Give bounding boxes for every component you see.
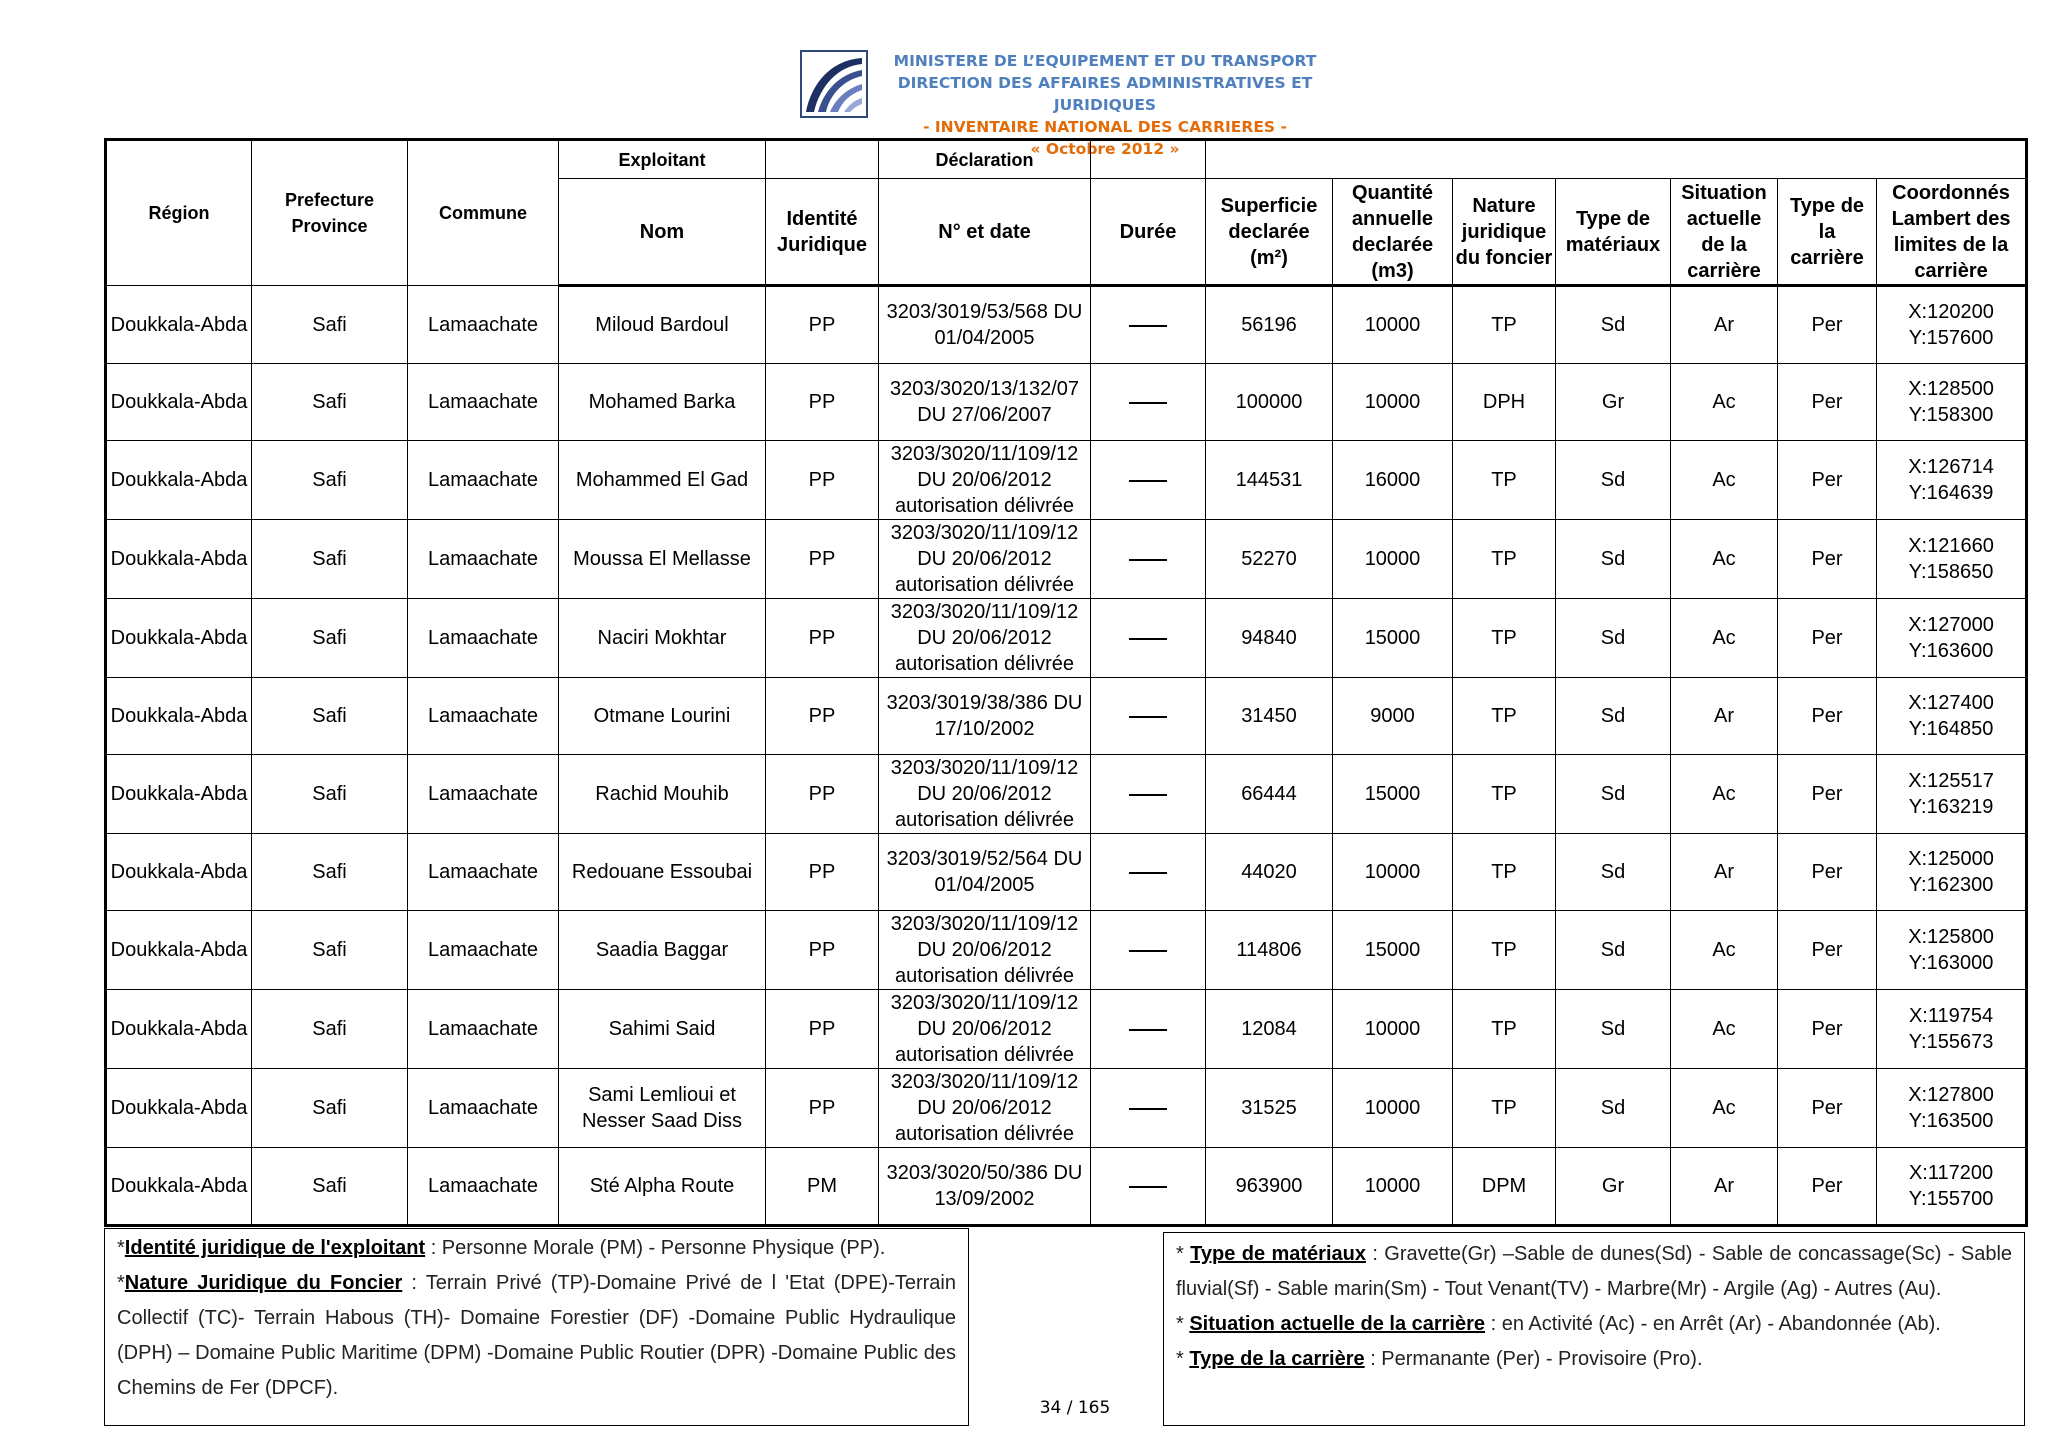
cell-duree: [1091, 364, 1206, 441]
cell-situation: Ar: [1671, 678, 1778, 755]
cell-identite: PP: [766, 678, 879, 755]
cell-materiaux: Sd: [1556, 678, 1671, 755]
cell-type-carriere: Per: [1778, 1069, 1877, 1148]
cell-materiaux: Sd: [1556, 911, 1671, 990]
cell-prefecture: Safi: [252, 678, 408, 755]
cell-type-carriere: Per: [1778, 286, 1877, 364]
cell-quantite: 10000: [1333, 286, 1453, 364]
legend-type-carriere: * Type de la carrière : Permanante (Per) - Provisoire (Pro).: [1176, 1348, 1703, 1370]
cell-duree: [1091, 755, 1206, 834]
cell-nature: TP: [1453, 286, 1556, 364]
legend-situation-text: : en Activité (Ac) - en Arrêt (Ar) - Abandonnée (Ab).: [1485, 1313, 1941, 1335]
direction-name: DIRECTION DES AFFAIRES ADMINISTRATIVES ET JURIDIQUES: [897, 74, 1313, 114]
cell-prefecture: Safi: [252, 834, 408, 911]
cell-materiaux: Sd: [1556, 441, 1671, 520]
cell-identite: PP: [766, 599, 879, 678]
cell-identite: PP: [766, 911, 879, 990]
coord-x: X:120200: [1908, 301, 1994, 323]
table-row: [106, 364, 2027, 441]
cell-quantite: 15000: [1333, 911, 1453, 990]
cell-numero: 3203/3020/11/109/12 DU 20/06/2012 autorisation délivrée: [879, 599, 1091, 678]
cell-identite: PP: [766, 755, 879, 834]
legend-identite: *Identité juridique de l'exploitant : Personne Morale (PM) - Personne Physique (PP).: [117, 1237, 886, 1259]
cell-materiaux: Sd: [1556, 755, 1671, 834]
ministry-name: MINISTERE DE L’EQUIPEMENT ET DU TRANSPORT: [893, 52, 1317, 70]
col-nature: Nature juridique du foncier: [1453, 179, 1556, 286]
cell-coordonnees: [1877, 990, 2027, 1069]
cell-duree: [1091, 441, 1206, 520]
cell-prefecture: Safi: [252, 520, 408, 599]
cell-type-carriere: Per: [1778, 599, 1877, 678]
coord-y: Y:163000: [1908, 952, 1994, 974]
cell-type-carriere: Per: [1778, 755, 1877, 834]
cell-nom: Sté Alpha Route: [559, 1148, 766, 1226]
cell-coordonnees: [1877, 834, 2027, 911]
cell-nom: Sahimi Said: [559, 990, 766, 1069]
col-duree: Durée: [1091, 179, 1206, 286]
cell-numero: 3203/3020/11/109/12 DU 20/06/2012 autorisation délivrée: [879, 1069, 1091, 1148]
cell-nature: TP: [1453, 678, 1556, 755]
cell-duree: [1091, 678, 1206, 755]
cell-duree: [1091, 990, 1206, 1069]
coord-y: Y:164850: [1908, 718, 1994, 740]
cell-situation: Ac: [1671, 520, 1778, 599]
cell-situation: Ac: [1671, 364, 1778, 441]
empty-dash: [1129, 950, 1167, 952]
coord-y: Y:157600: [1908, 327, 1994, 349]
cell-superficie: 12084: [1206, 990, 1333, 1069]
cell-prefecture: Safi: [252, 286, 408, 364]
coord-x: X:128500: [1908, 378, 1994, 400]
col-quantite: Quantité annuelle declarée (m3): [1333, 179, 1453, 286]
cell-type-carriere: Per: [1778, 678, 1877, 755]
cell-materiaux: Sd: [1556, 286, 1671, 364]
col-coordonnees: Coordonnés Lambert des limites de la carrière: [1877, 179, 2027, 286]
cell-region: Doukkala-Abda: [106, 990, 252, 1069]
cell-duree: [1091, 599, 1206, 678]
group-declaration-blank: [1091, 140, 1206, 179]
cell-nom: Sami Lemlioui et Nesser Saad Diss: [559, 1069, 766, 1148]
cell-region: Doukkala-Abda: [106, 364, 252, 441]
cell-coordonnees: [1877, 1069, 2027, 1148]
table-row: [106, 1148, 2027, 1226]
coord-x: X:125000: [1908, 848, 1994, 870]
cell-nature: DPM: [1453, 1148, 1556, 1226]
cell-prefecture: Safi: [252, 911, 408, 990]
cell-quantite: 10000: [1333, 1069, 1453, 1148]
cell-prefecture: Safi: [252, 441, 408, 520]
col-region: Région: [106, 140, 252, 286]
cell-type-carriere: Per: [1778, 520, 1877, 599]
col-commune: Commune: [408, 140, 559, 286]
cell-situation: Ac: [1671, 990, 1778, 1069]
coord-y: Y:163500: [1908, 1110, 1994, 1132]
empty-dash: [1129, 872, 1167, 874]
legend-identite-text: : Personne Morale (PM) - Personne Physique (PP).: [425, 1237, 886, 1259]
cell-superficie: 94840: [1206, 599, 1333, 678]
cell-commune: Lamaachate: [408, 520, 559, 599]
cell-coordonnees: [1877, 286, 2027, 364]
inventory-title: - INVENTAIRE NATIONAL DES CARRIERES -: [923, 118, 1287, 136]
legend-type-carriere-text: : Permanante (Per) - Provisoire (Pro).: [1364, 1348, 1703, 1370]
cell-nom: Mohammed El Gad: [559, 441, 766, 520]
cell-materiaux: Sd: [1556, 1069, 1671, 1148]
cell-coordonnees: [1877, 364, 2027, 441]
legend-materiaux: * Type de matériaux : Gravette(Gr) –Sable de dunes(Sd) - Sable de concassage(Sc) - Sable fluvial(Sf) - Sable marin(Sm) - Tout Venant(TV) - Marbre(Mr) - Argile (Ag) - Autres (Au).: [1176, 1243, 2013, 1300]
cell-superficie: 66444: [1206, 755, 1333, 834]
col-nom: Nom: [559, 179, 766, 286]
cell-prefecture: Safi: [252, 990, 408, 1069]
coord-x: X:121660: [1908, 535, 1994, 557]
cell-superficie: 52270: [1206, 520, 1333, 599]
cell-duree: [1091, 286, 1206, 364]
cell-superficie: 144531: [1206, 441, 1333, 520]
coord-y: Y:158300: [1908, 404, 1994, 426]
legend-right: [1163, 1232, 2025, 1426]
col-situation: Situation actuelle de la carrière: [1671, 179, 1778, 286]
empty-dash: [1129, 794, 1167, 796]
cell-type-carriere: Per: [1778, 834, 1877, 911]
legend-situation-title: Situation actuelle de la carrière: [1189, 1313, 1486, 1335]
cell-quantite: 10000: [1333, 1148, 1453, 1226]
legend-left: [104, 1228, 969, 1426]
legend-nature-text: : Terrain Privé (TP)-Domaine Privé de l 'Etat (DPE)-Terrain Collectif (TC)- Terrain Habous (TH)- Domaine Forestier (DF) -Domaine Public Hydraulique (DPH) – Domaine Public Maritime (DPM) -Domaine Public Routier (DPR) -Domaine Public des Chemins de Fer (DPCF).: [117, 1272, 956, 1399]
cell-nature: TP: [1453, 520, 1556, 599]
cell-nature: TP: [1453, 911, 1556, 990]
cell-materiaux: Sd: [1556, 520, 1671, 599]
cell-nature: TP: [1453, 755, 1556, 834]
table-row: [106, 441, 2027, 520]
cell-prefecture: Safi: [252, 599, 408, 678]
empty-dash: [1129, 1186, 1167, 1188]
cell-superficie: 114806: [1206, 911, 1333, 990]
coord-y: Y:164639: [1908, 482, 1994, 504]
cell-situation: Ar: [1671, 1148, 1778, 1226]
cell-commune: Lamaachate: [408, 755, 559, 834]
cell-nature: TP: [1453, 834, 1556, 911]
cell-superficie: 31525: [1206, 1069, 1333, 1148]
col-superficie: Superficie declarée (m²): [1206, 179, 1333, 286]
cell-commune: Lamaachate: [408, 599, 559, 678]
cell-identite: PM: [766, 1148, 879, 1226]
cell-nom: Rachid Mouhib: [559, 755, 766, 834]
cell-prefecture: Safi: [252, 1148, 408, 1226]
inventory-date: « Octobre 2012 »: [1030, 140, 1180, 158]
cell-commune: Lamaachate: [408, 911, 559, 990]
cell-materiaux: Sd: [1556, 834, 1671, 911]
cell-nature: TP: [1453, 1069, 1556, 1148]
empty-dash: [1129, 325, 1167, 327]
cell-superficie: 31450: [1206, 678, 1333, 755]
legend-materiaux-text: : Gravette(Gr) –Sable de dunes(Sd) - Sable de concassage(Sc) - Sable fluvial(Sf) - Sable marin(Sm) - Tout Venant(TV) - Marbre(Mr) - Argile (Ag) - Autres (Au).: [1176, 1243, 2013, 1300]
cell-nom: Otmane Lourini: [559, 678, 766, 755]
col-prefecture: Prefecture Province: [252, 140, 408, 286]
cell-numero: 3203/3020/11/109/12 DU 20/06/2012 autorisation délivrée: [879, 441, 1091, 520]
cell-quantite: 15000: [1333, 599, 1453, 678]
cell-region: Doukkala-Abda: [106, 911, 252, 990]
cell-situation: Ac: [1671, 441, 1778, 520]
cell-region: Doukkala-Abda: [106, 678, 252, 755]
cell-numero: 3203/3020/11/109/12 DU 20/06/2012 autorisation délivrée: [879, 755, 1091, 834]
cell-numero: 3203/3019/52/564 DU 01/04/2005: [879, 834, 1091, 911]
coord-y: Y:162300: [1908, 874, 1994, 896]
cell-identite: PP: [766, 834, 879, 911]
coord-x: X:127800: [1908, 1084, 1994, 1106]
cell-quantite: 16000: [1333, 441, 1453, 520]
cell-nature: TP: [1453, 990, 1556, 1069]
coord-x: X:119754: [1908, 1005, 1994, 1027]
cell-superficie: 56196: [1206, 286, 1333, 364]
coord-y: Y:163219: [1908, 796, 1994, 818]
cell-numero: 3203/3019/38/386 DU 17/10/2002: [879, 678, 1091, 755]
table-row: [106, 1069, 2027, 1148]
cell-region: Doukkala-Abda: [106, 755, 252, 834]
empty-dash: [1129, 559, 1167, 561]
cell-numero: 3203/3019/53/568 DU 01/04/2005: [879, 286, 1091, 364]
cell-identite: PP: [766, 990, 879, 1069]
cell-coordonnees: [1877, 1148, 2027, 1226]
cell-identite: PP: [766, 364, 879, 441]
table-row: [106, 286, 2027, 364]
cell-materiaux: Gr: [1556, 1148, 1671, 1226]
cell-duree: [1091, 1148, 1206, 1226]
cell-quantite: 15000: [1333, 755, 1453, 834]
group-exploitant-blank: [766, 140, 879, 179]
cell-nature: DPH: [1453, 364, 1556, 441]
cell-type-carriere: Per: [1778, 911, 1877, 990]
cell-nom: Naciri Mokhtar: [559, 599, 766, 678]
cell-duree: [1091, 1069, 1206, 1148]
empty-dash: [1129, 638, 1167, 640]
cell-region: Doukkala-Abda: [106, 599, 252, 678]
col-numero: N° et date: [879, 179, 1091, 286]
empty-dash: [1129, 402, 1167, 404]
coord-x: X:125800: [1908, 926, 1994, 948]
cell-materiaux: Sd: [1556, 990, 1671, 1069]
legend-situation: * Situation actuelle de la carrière : en Activité (Ac) - en Arrêt (Ar) - Abandonnée (Ab).: [1176, 1313, 1941, 1335]
cell-coordonnees: [1877, 520, 2027, 599]
cell-region: Doukkala-Abda: [106, 1148, 252, 1226]
cell-situation: Ac: [1671, 755, 1778, 834]
cell-region: Doukkala-Abda: [106, 520, 252, 599]
group-exploitant: Exploitant: [559, 140, 766, 179]
cell-commune: Lamaachate: [408, 1069, 559, 1148]
cell-nom: Redouane Essoubai: [559, 834, 766, 911]
cell-situation: Ac: [1671, 599, 1778, 678]
cell-region: Doukkala-Abda: [106, 286, 252, 364]
cell-situation: Ar: [1671, 286, 1778, 364]
cell-coordonnees: [1877, 911, 2027, 990]
col-identite: Identité Juridique: [766, 179, 879, 286]
cell-materiaux: Sd: [1556, 599, 1671, 678]
cell-quantite: 10000: [1333, 834, 1453, 911]
cell-coordonnees: [1877, 599, 2027, 678]
legend-identite-title: Identité juridique de l'exploitant: [124, 1237, 426, 1259]
cell-commune: Lamaachate: [408, 1148, 559, 1226]
empty-dash: [1129, 1029, 1167, 1031]
cell-prefecture: Safi: [252, 1069, 408, 1148]
cell-identite: PP: [766, 520, 879, 599]
cell-coordonnees: [1877, 678, 2027, 755]
group-declaration: Déclaration: [879, 140, 1091, 179]
cell-situation: Ar: [1671, 834, 1778, 911]
table-row: [106, 520, 2027, 599]
cell-nom: Mohamed Barka: [559, 364, 766, 441]
cell-quantite: 9000: [1333, 678, 1453, 755]
empty-dash: [1129, 1108, 1167, 1110]
cell-numero: 3203/3020/13/132/07 DU 27/06/2007: [879, 364, 1091, 441]
coord-x: X:126714: [1908, 456, 1994, 478]
table-row: [106, 834, 2027, 911]
cell-coordonnees: [1877, 755, 2027, 834]
cell-identite: PP: [766, 441, 879, 520]
coord-y: Y:155700: [1908, 1188, 1994, 1210]
cell-duree: [1091, 520, 1206, 599]
quarry-inventory-table: [104, 138, 2028, 1227]
table-row: [106, 755, 2027, 834]
legend-materiaux-title: Type de matériaux: [1190, 1243, 1366, 1265]
cell-region: Doukkala-Abda: [106, 441, 252, 520]
cell-commune: Lamaachate: [408, 364, 559, 441]
group-blank: [1206, 140, 2027, 179]
cell-commune: Lamaachate: [408, 990, 559, 1069]
cell-commune: Lamaachate: [408, 678, 559, 755]
coord-x: X:127000: [1908, 614, 1994, 636]
cell-prefecture: Safi: [252, 755, 408, 834]
cell-nom: Moussa El Mellasse: [559, 520, 766, 599]
table-row: [106, 678, 2027, 755]
page-number: 34 / 165: [1039, 1398, 1111, 1418]
cell-nom: Miloud Bardoul: [559, 286, 766, 364]
cell-numero: 3203/3020/50/386 DU 13/09/2002: [879, 1148, 1091, 1226]
legend-nature: *Nature Juridique du Foncier : Terrain Privé (TP)-Domaine Privé de l 'Etat (DPE)-Terrain Collectif (TC)- Terrain Habous (TH)- Domaine Forestier (DF) -Domaine Public Hydraulique (DPH) – Domaine Public Maritime (DPM) -Domaine Public Routier (DPR) -Domaine Public des Chemins de Fer (DPCF).: [117, 1272, 956, 1399]
cell-superficie: 44020: [1206, 834, 1333, 911]
empty-dash: [1129, 480, 1167, 482]
cell-quantite: 10000: [1333, 364, 1453, 441]
cell-numero: 3203/3020/11/109/12 DU 20/06/2012 autorisation délivrée: [879, 520, 1091, 599]
cell-nature: TP: [1453, 599, 1556, 678]
cell-region: Doukkala-Abda: [106, 1069, 252, 1148]
cell-materiaux: Gr: [1556, 364, 1671, 441]
col-type-carriere: Type de la carrière: [1778, 179, 1877, 286]
cell-type-carriere: Per: [1778, 1148, 1877, 1226]
coord-x: X:125517: [1908, 770, 1994, 792]
cell-numero: 3203/3020/11/109/12 DU 20/06/2012 autorisation délivrée: [879, 990, 1091, 1069]
cell-quantite: 10000: [1333, 990, 1453, 1069]
cell-type-carriere: Per: [1778, 990, 1877, 1069]
coord-y: Y:163600: [1908, 640, 1994, 662]
ministry-logo-icon: [800, 50, 868, 118]
cell-duree: [1091, 834, 1206, 911]
table-row: [106, 990, 2027, 1069]
legend-nature-title: Nature Juridique du Foncier: [124, 1272, 403, 1294]
coord-x: X:127400: [1908, 692, 1994, 714]
cell-numero: 3203/3020/11/109/12 DU 20/06/2012 autorisation délivrée: [879, 911, 1091, 990]
table-row: [106, 599, 2027, 678]
cell-type-carriere: Per: [1778, 364, 1877, 441]
cell-nom: Saadia Baggar: [559, 911, 766, 990]
cell-commune: Lamaachate: [408, 441, 559, 520]
empty-dash: [1129, 716, 1167, 718]
cell-situation: Ac: [1671, 1069, 1778, 1148]
col-type-materiaux: Type de matériaux: [1556, 179, 1671, 286]
cell-type-carriere: Per: [1778, 441, 1877, 520]
cell-identite: PP: [766, 1069, 879, 1148]
coord-x: X:117200: [1908, 1162, 1994, 1184]
cell-identite: PP: [766, 286, 879, 364]
cell-nature: TP: [1453, 441, 1556, 520]
cell-situation: Ac: [1671, 911, 1778, 990]
cell-superficie: 100000: [1206, 364, 1333, 441]
cell-quantite: 10000: [1333, 520, 1453, 599]
coord-y: Y:155673: [1908, 1031, 1994, 1053]
cell-commune: Lamaachate: [408, 834, 559, 911]
cell-duree: [1091, 911, 1206, 990]
coord-y: Y:158650: [1908, 561, 1994, 583]
cell-coordonnees: [1877, 441, 2027, 520]
cell-prefecture: Safi: [252, 364, 408, 441]
legend-type-carriere-title: Type de la carrière: [1189, 1348, 1365, 1370]
cell-region: Doukkala-Abda: [106, 834, 252, 911]
cell-commune: Lamaachate: [408, 286, 559, 364]
cell-superficie: 963900: [1206, 1148, 1333, 1226]
table-row: [106, 911, 2027, 990]
